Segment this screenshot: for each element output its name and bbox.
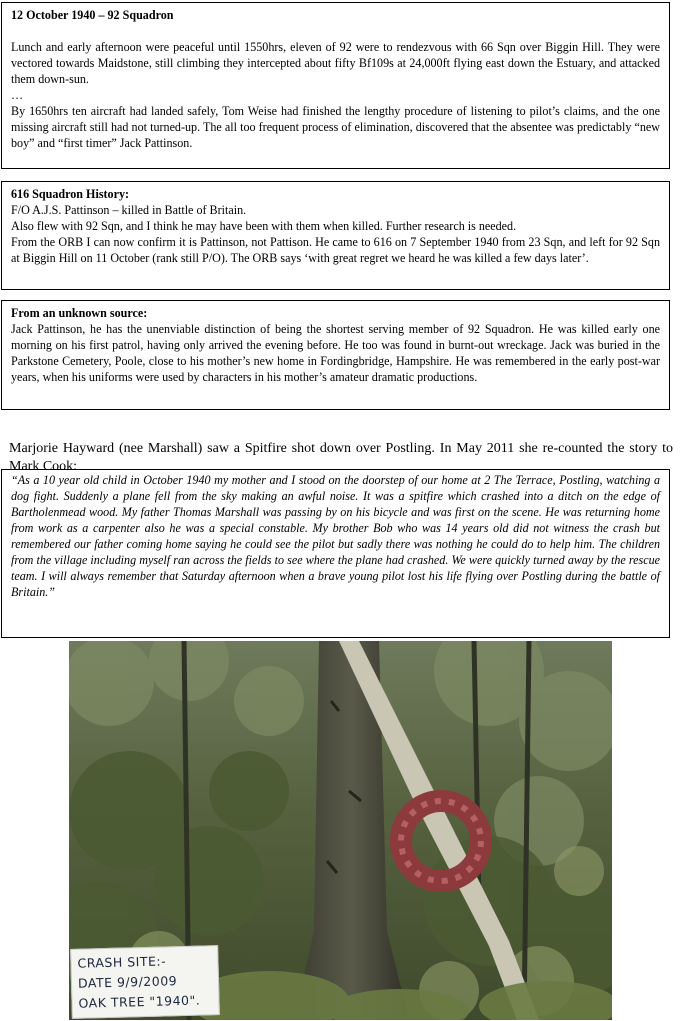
source-text: Jack Pattinson, he has the unenviable distinction of being the shortest serving member of 92 Squadron. He was killed early one morning on his first patrol, having only arrived the evening before. He too was found in burnt-out wreckage. Jack was buried in the Parkstone Cemetery, Poole, close to his mother’s new home in Fordingbridge, Hampshire. He was remembered in the early post-war years, when his uniforms were used by characters in his mother’s amateur dramatic productions.: [11, 322, 660, 384]
diary-entry-92-squadron: [1, 2, 670, 169]
history-line-2: Also flew with 92 Sqn, and I think he may have been with them when killed. Further research is needed.: [11, 219, 517, 233]
entry-paragraph-1: Lunch and early afternoon were peaceful until 1550hrs, eleven of 92 were to rendezvous with 66 Sqn over Biggin Hill. They were vectored towards Maidstone, still climbing they intercepted about fifty Bf109s at 24,000ft flying east down the Estuary, and attacked them down-sun.: [11, 40, 660, 86]
sign-line-3: OAK TREE "1940".: [78, 992, 201, 1011]
entry-paragraph-2: By 1650hrs ten aircraft had landed safely, Tom Weise had finished the lengthy procedure of listening to pilot’s claims, and the one missing aircraft still had not turned-up. The all too frequent process of elimination, discovered that the absentee was predictably “new boy” and “first timer” Jack Pattinson.: [11, 104, 660, 150]
history-heading: 616 Squadron History:: [11, 187, 130, 201]
history-line-1: F/O A.J.S. Pattinson – killed in Battle of Britain.: [11, 203, 247, 217]
quote-text: “As a 10 year old child in October 1940 my mother and I stood on the doorstep of our home at 2 The Terrace, Postling, watching a dog fight. Suddenly a plane fell from the sky making an awful noise. It was a spitfire which crashed into a ditch on the edge of Bartholenmead wood. My father Thomas Marshall was passing by on his bicycle and was first on the scene. He was returning home from work as a carpenter also he was a special constable. My brother Bob who was 14 years old did not witness the crash but remembered our father coming home saying he could see the pilot but sadly there was nothing he could do to help him. The children from the village including myself ran across the fields to see where the plane had crashed. We were quickly turned away by the rescue team. I will always remember that Saturday afternoon when a brave young pilot lost his life flying over Postling during the battle of Britain.”: [11, 473, 660, 599]
witness-quote: [1, 469, 670, 638]
source-heading: From an unknown source:: [11, 306, 148, 320]
crash-site-photo: [69, 641, 612, 1020]
crash-site-sign: [70, 945, 220, 1019]
witness-intro: Marjorie Hayward (nee Marshall) saw a Spitfire shot down over Postling. In May 2011 she re-counted the story to Mark Cook:: [9, 441, 673, 474]
sign-line-1: CRASH SITE:-: [77, 953, 167, 971]
squadron-616-history: [1, 181, 670, 290]
history-line-3: From the ORB I can now confirm it is Pattinson, not Pattison. He came to 616 on 7 September 1940 from 23 Sqn, and left for 92 Sqn at Biggin Hill on 11 October (rank still P/O). The ORB says ‘with great regret we heard he was killed a few days later’.: [11, 235, 660, 265]
sign-line-2: DATE 9/9/2009: [77, 973, 178, 991]
entry-heading: 12 October 1940 – 92 Squadron: [11, 8, 174, 22]
unknown-source-note: [1, 300, 670, 410]
entry-ellipsis: …: [11, 88, 24, 102]
